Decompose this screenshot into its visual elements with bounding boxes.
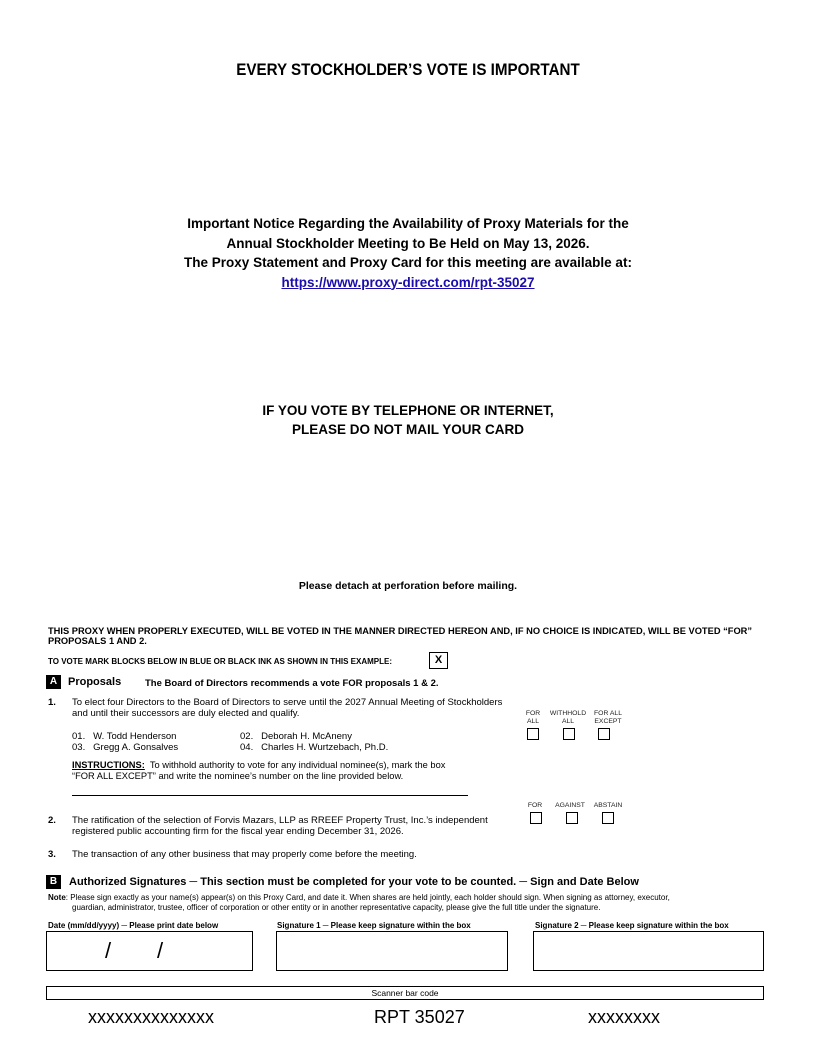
- item-2-text-line-2: registered public accounting firm for the fiscal year ending December 31, 2026.: [72, 826, 404, 837]
- signature-1-box[interactable]: [276, 931, 508, 971]
- item-1-withhold-all-checkbox[interactable]: [563, 728, 575, 740]
- scanner-bar-code: Scanner bar code: [46, 986, 764, 1000]
- item-2-option-abstain: ABSTAIN: [593, 802, 623, 809]
- instructions-label: INSTRUCTIONS:: [72, 760, 145, 770]
- note-line-2: guardian, administrator, trustee, officer of corporation or other entity or in another representative capacity, please give the full title under the signature.: [72, 902, 601, 912]
- footer-left-code: xxxxxxxxxxxxxx: [88, 1007, 214, 1027]
- item-1-text-line-2: and until their successors are duly elected and qualify.: [72, 708, 300, 719]
- section-a-badge: A: [46, 675, 61, 689]
- signature-note: [48, 893, 778, 912]
- date-slash-2: /: [157, 938, 164, 963]
- detach-instruction: Please detach at perforation before mailing.: [298, 580, 518, 592]
- section-a-title: Proposals: [68, 676, 122, 688]
- item-1-text: [72, 697, 502, 719]
- item-1-option-withhold-all: WITHHOLD ALL: [549, 710, 587, 725]
- mark-instruction: TO VOTE MARK BLOCKS BELOW IN BLUE OR BLACK INK AS SHOWN IN THIS EXAMPLE:: [48, 657, 392, 666]
- nominee-01: [72, 731, 176, 742]
- vote-notice-line-1: IF YOU VOTE BY TELEPHONE OR INTERNET,: [262, 403, 554, 418]
- footer-right-code: xxxxxxxx: [588, 1007, 660, 1027]
- notice-line-3: The Proxy Statement and Proxy Card for this meeting are available at:: [184, 255, 632, 270]
- nominee-03-name: Gregg A. Gonsalves: [93, 742, 179, 753]
- date-label: Date (mm/dd/yyyy) ─ Please print date below: [48, 921, 219, 930]
- section-a-recommendation: The Board of Directors recommends a vote FOR proposals 1 & 2.: [145, 678, 439, 689]
- page-title: EVERY STOCKHOLDER’S VOTE IS IMPORTANT: [236, 61, 580, 79]
- nominee-03-number: 03.: [72, 742, 86, 753]
- nominee-04: [240, 742, 388, 753]
- proxy-materials-notice: [0, 214, 816, 292]
- item-2-against-checkbox[interactable]: [566, 812, 578, 824]
- item-3-number: 3.: [48, 849, 56, 860]
- nominee-02: [240, 731, 352, 742]
- section-b-title: Authorized Signatures ─ This section must be completed for your vote to be counted. ─ Sign and Date Below: [69, 876, 639, 888]
- item-1-number: 1.: [48, 697, 56, 708]
- date-input-box[interactable]: [46, 931, 253, 971]
- withhold-instructions: [72, 760, 445, 782]
- item-2-for-checkbox[interactable]: [530, 812, 542, 824]
- note-line-1: : Please sign exactly as your name(s) appear(s) on this Proxy Card, and date it. When shares are held jointly, each holder should sign. When signing as attorney, executor,: [65, 893, 670, 902]
- nominee-04-name: Charles H. Wurtzebach, Ph.D.: [261, 742, 389, 753]
- nominee-01-number: 01.: [72, 731, 86, 742]
- nominee-02-name: Deborah H. McAneny: [261, 731, 352, 742]
- note-label: Note: [48, 893, 66, 902]
- date-slash-1: /: [105, 938, 112, 963]
- vote-notice: [0, 401, 816, 439]
- proxy-statement: THIS PROXY WHEN PROPERLY EXECUTED, WILL BE VOTED IN THE MANNER DIRECTED HEREON AND, IF NO CHOICE IS INDICATED, WILL BE VOTED “FOR” PROPOSALS 1 AND 2.: [48, 626, 753, 646]
- proxy-materials-link[interactable]: https://www.proxy-direct.com/rpt-35027: [281, 274, 535, 290]
- section-b-badge: B: [46, 875, 61, 889]
- item-1-option-for-all: FOR ALL: [525, 710, 541, 725]
- item-2-text: [72, 815, 488, 837]
- nominee-02-number: 02.: [240, 731, 254, 742]
- item-1-option-for-all-except: FOR ALL EXCEPT: [594, 710, 622, 725]
- item-1-text-line-1: To elect four Directors to the Board of Directors to serve until the 2027 Annual Meeting of Stockholders: [72, 697, 503, 708]
- item-2-text-line-1: The ratification of the selection of Forvis Mazars, LLP as RREEF Property Trust, Inc.’s independent: [72, 815, 488, 826]
- item-1-for-all-except-checkbox[interactable]: [598, 728, 610, 740]
- nominee-04-number: 04.: [240, 742, 254, 753]
- item-2-option-against: AGAINST: [555, 802, 585, 809]
- nominee-03: [72, 742, 178, 753]
- item-2-number: 2.: [48, 815, 56, 826]
- item-2-abstain-checkbox[interactable]: [602, 812, 614, 824]
- instructions-line-2: “FOR ALL EXCEPT” and write the nominee’s number on the line provided below.: [72, 771, 404, 781]
- notice-line-1: Important Notice Regarding the Availability of Proxy Materials for the: [187, 216, 629, 231]
- item-2-option-for: FOR: [527, 802, 543, 809]
- signature-2-label: Signature 2 ─ Please keep signature within the box: [535, 921, 729, 930]
- vote-notice-line-2: PLEASE DO NOT MAIL YOUR CARD: [291, 422, 525, 437]
- signature-1-label: Signature 1 ─ Please keep signature within the box: [277, 921, 471, 930]
- signature-2-box[interactable]: [533, 931, 764, 971]
- item-3-text: The transaction of any other business that may properly come before the meeting.: [72, 849, 417, 860]
- item-1-for-all-checkbox[interactable]: [527, 728, 539, 740]
- nominee-01-name: W. Todd Henderson: [93, 731, 177, 742]
- instructions-line-1: To withhold authority to vote for any individual nominee(s), mark the box: [149, 760, 446, 770]
- example-mark-box: X: [429, 652, 448, 669]
- notice-line-2: Annual Stockholder Meeting to Be Held on May 13, 2026.: [226, 235, 590, 251]
- footer-center-code: RPT 35027: [374, 1007, 465, 1027]
- nominee-exception-line[interactable]: [72, 795, 468, 796]
